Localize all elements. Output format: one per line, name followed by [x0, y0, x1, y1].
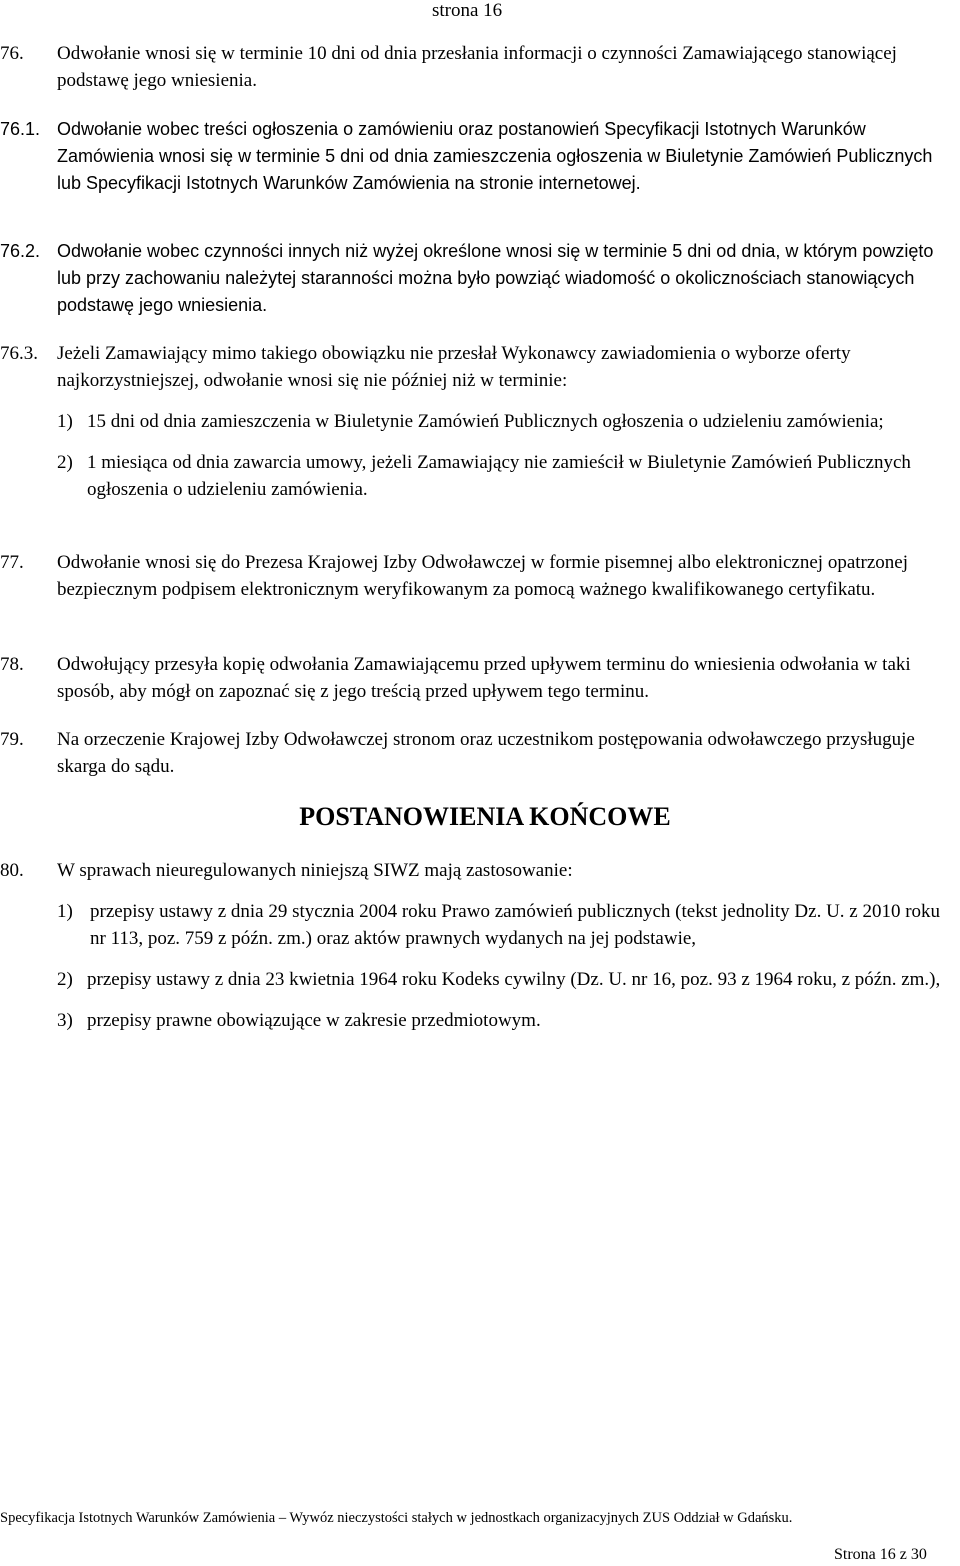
paragraph-number: 80. — [0, 860, 24, 881]
paragraph-text: Odwołanie wobec treści ogłoszenia o zamówieniu oraz postanowień Specyfikacji Istotnych Warunków Zamówienia wnosi się w terminie 5 dni od dnia zamieszczenia ogłoszenia w Biuletynie Zamówień Publicznych lub Specyfikacji Istotnych Warunków Zamówienia na stronie internetowej. — [57, 119, 933, 193]
list-item-80-1 — [57, 898, 960, 952]
section-heading: POSTANOWIENIA KOŃCOWE — [299, 802, 671, 831]
paragraph-text: Jeżeli Zamawiający mimo takiego obowiązku nie przesłał Wykonawcy zawiadomienia o wyborze oferty najkorzystniejszej, odwołanie wnosi się nie później niż w terminie: — [57, 343, 851, 391]
list-item-76-3-2 — [57, 449, 960, 503]
paragraph-number: 76.1. — [0, 119, 41, 139]
paragraph-77 — [0, 549, 960, 603]
paragraph-number: 78. — [0, 654, 24, 675]
paragraph-76-2 — [0, 238, 960, 319]
paragraph-number: 77. — [0, 552, 24, 573]
paragraph-79 — [0, 726, 960, 780]
list-item-number: 3) — [57, 1010, 73, 1031]
paragraph-76-3 — [0, 340, 960, 503]
list-item-text: 1 miesiąca od dnia zawarcia umowy, jeżeli Zamawiający nie zamieścił w Biuletynie Zamówień Publicznych ogłoszenia o udzieleniu zamówienia. — [87, 452, 911, 500]
footer-document-title: Specyfikacja Istotnych Warunków Zamówienia – Wywóz nieczystości stałych w jednostkach organizacyjnych ZUS Oddział w Gdańsku. — [0, 1510, 793, 1526]
list-item-text: przepisy ustawy z dnia 23 kwietnia 1964 roku Kodeks cywilny (Dz. U. nr 16, poz. 93 z 1964 roku, z późn. zm.), — [87, 969, 941, 990]
paragraph-text: Odwołanie wnosi się do Prezesa Krajowej Izby Odwoławczej w formie pisemnej albo elektronicznej opatrzonej bezpiecznym podpisem elektronicznym weryfikowanym za pomocą ważnego kwalifikowanego certyfikatu. — [57, 552, 909, 600]
paragraph-number: 76. — [0, 43, 24, 64]
page-header-label: strona 16 — [432, 0, 503, 21]
list-item-text: przepisy prawne obowiązujące w zakresie przedmiotowym. — [87, 1010, 541, 1031]
list-item-number: 1) — [57, 901, 73, 922]
paragraph-text: W sprawach nieuregulowanych niniejszą SIWZ mają zastosowanie: — [57, 860, 573, 881]
list-item-80-2 — [57, 966, 960, 993]
list-item-76-3-1 — [57, 408, 960, 435]
paragraph-text: Odwołanie wobec czynności innych niż wyżej określone wnosi się w terminie 5 dni od dnia, w którym powzięto lub przy zachowaniu należytej staranności można było powziąć wiadomość o okolicznościach stanowiących podstawę jego wniesienia. — [57, 241, 934, 315]
footer-page-counter: Strona 16 z 30 — [834, 1546, 927, 1563]
paragraph-number: 79. — [0, 729, 24, 750]
paragraph-76 — [0, 40, 960, 94]
list-item-80-3 — [57, 1007, 960, 1034]
paragraph-78 — [0, 651, 960, 705]
paragraph-number: 76.3. — [0, 343, 38, 364]
paragraph-80 — [0, 857, 960, 1034]
list-item-number: 1) — [57, 411, 73, 432]
list-item-text: 15 dni od dnia zamieszczenia w Biuletynie Zamówień Publicznych ogłoszenia o udzieleniu zamówienia; — [87, 411, 884, 432]
paragraph-76-1 — [0, 116, 960, 197]
list-item-number: 2) — [57, 969, 73, 990]
list-item-text: przepisy ustawy z dnia 29 stycznia 2004 roku Prawo zamówień publicznych (tekst jednolity Dz. U. z 2010 roku nr 113, poz. 759 z późn. zm.) oraz aktów prawnych wydanych na jej podstawie, — [90, 901, 941, 949]
paragraph-text: Odwołanie wnosi się w terminie 10 dni od dnia przesłania informacji o czynności Zamawiającego stanowiącej podstawę jego wniesienia. — [57, 43, 897, 91]
paragraph-number: 76.2. — [0, 241, 41, 261]
paragraph-text: Na orzeczenie Krajowej Izby Odwoławczej stronom oraz uczestnikom postępowania odwoławczego przysługuje skarga do sądu. — [57, 729, 915, 777]
paragraph-text: Odwołujący przesyła kopię odwołania Zamawiającemu przed upływem terminu do wniesienia odwołania w taki sposób, aby mógł on zapoznać się z jego treścią przed upływem tego terminu. — [57, 654, 911, 702]
list-item-number: 2) — [57, 452, 73, 473]
